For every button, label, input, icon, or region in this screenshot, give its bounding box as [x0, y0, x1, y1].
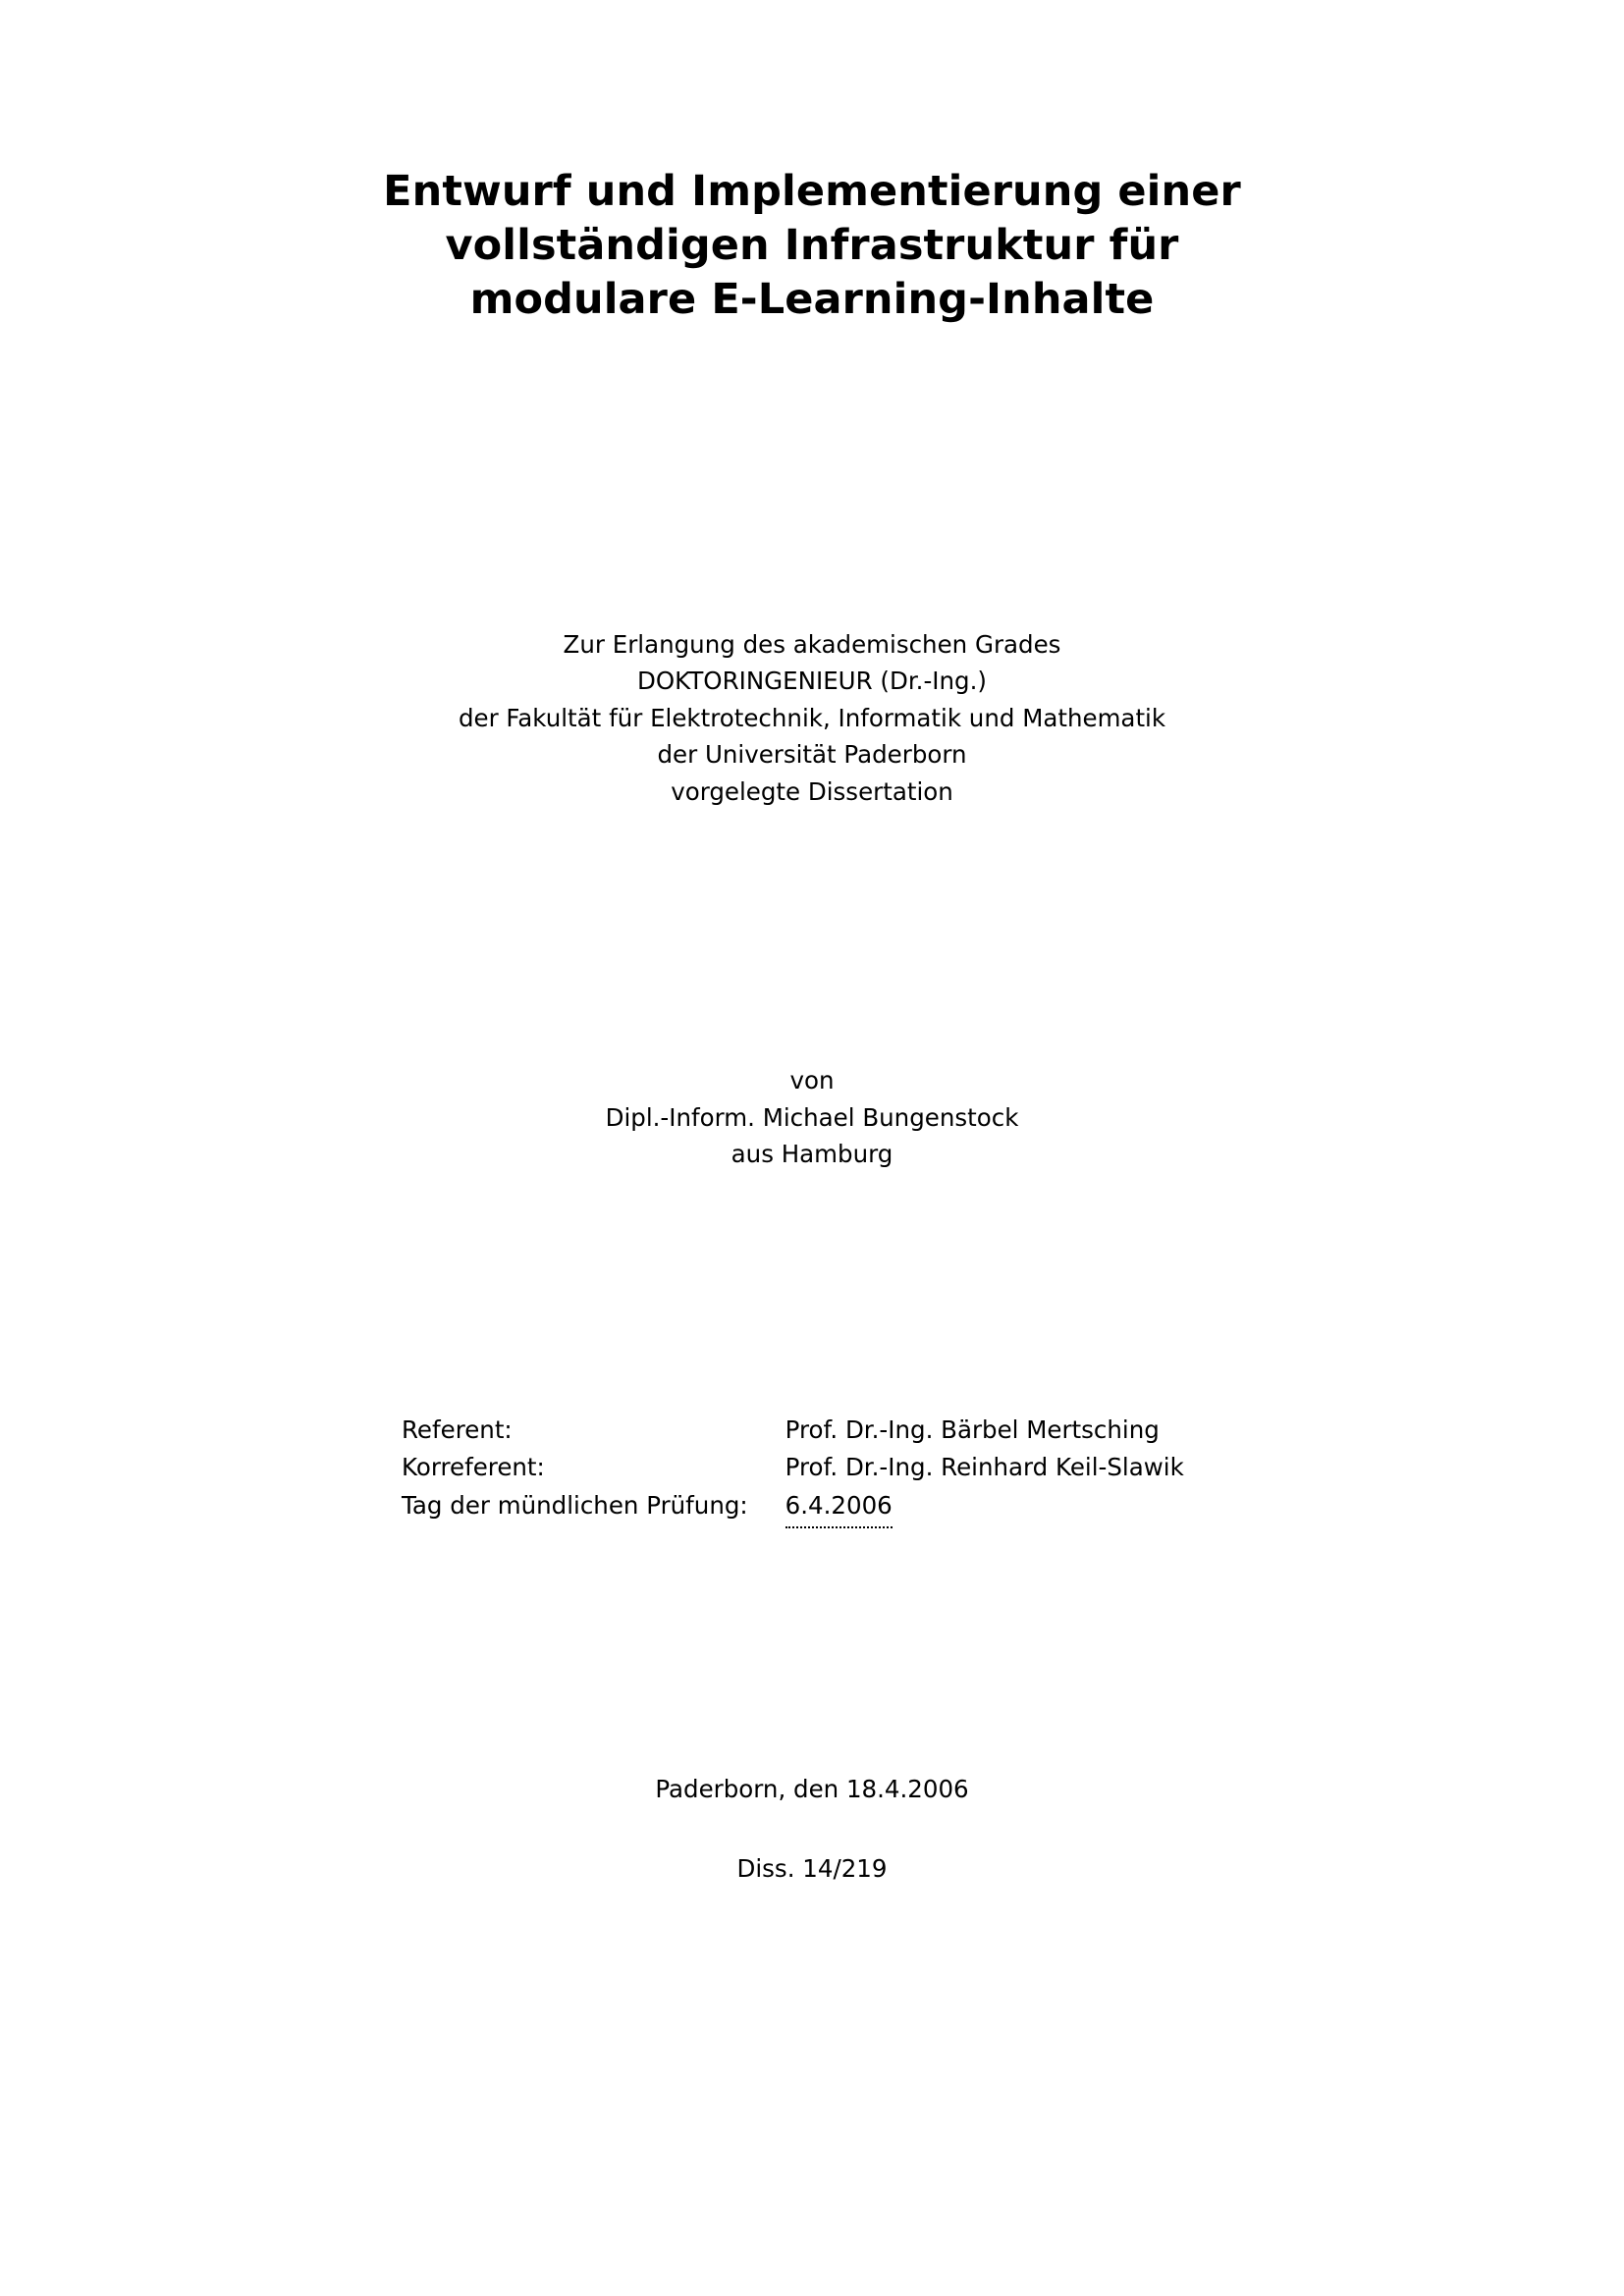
table-row: [402, 1412, 1184, 1449]
dissertation-number: Diss. 14/219: [736, 1853, 888, 1883]
table-row: [402, 1487, 1184, 1528]
exam-date-label: Tag der mündlichen Prüfung:: [402, 1490, 748, 1520]
referee-details: [402, 1412, 1184, 1528]
page-title: [0, 165, 1624, 327]
degree-statement: [0, 626, 1624, 810]
author-preposition: von: [789, 1066, 835, 1095]
author-statement: [0, 1062, 1624, 1173]
exam-date-value: 6.4.2006: [785, 1487, 893, 1528]
author-origin: aus Hamburg: [731, 1140, 893, 1169]
referee-table: [402, 1412, 1184, 1528]
title-line-3: modulare E-Learning-Inhalte: [469, 275, 1155, 325]
place-and-date: Paderborn, den 18.4.2006: [655, 1775, 969, 1803]
page-footer: [0, 1772, 1624, 1888]
table-row: [402, 1449, 1184, 1486]
degree-line-3: der Fakultät für Elektrotechnik, Informatik und Mathematik: [458, 703, 1166, 732]
title-line-1: Entwurf und Implementierung einer: [383, 167, 1241, 216]
referent-label: Referent:: [402, 1415, 513, 1444]
referent-value: Prof. Dr.-Ing. Bärbel Mertsching: [785, 1415, 1160, 1444]
degree-line-5: vorgelegte Dissertation: [671, 776, 953, 806]
korreferent-value: Prof. Dr.-Ing. Reinhard Keil-Slawik: [785, 1453, 1184, 1482]
degree-line-4: der Universität Paderborn: [657, 740, 967, 770]
degree-line-1: Zur Erlangung des akademischen Grades: [563, 630, 1061, 659]
exam-date-value-cell: [785, 1487, 1184, 1528]
degree-line-2: DOKTORINGENIEUR (Dr.-Ing.): [637, 667, 987, 696]
korreferent-label: Korreferent:: [402, 1453, 545, 1482]
author-name: Dipl.-Inform. Michael Bungenstock: [605, 1102, 1019, 1132]
title-line-2: vollständigen Infrastruktur für: [445, 221, 1179, 271]
